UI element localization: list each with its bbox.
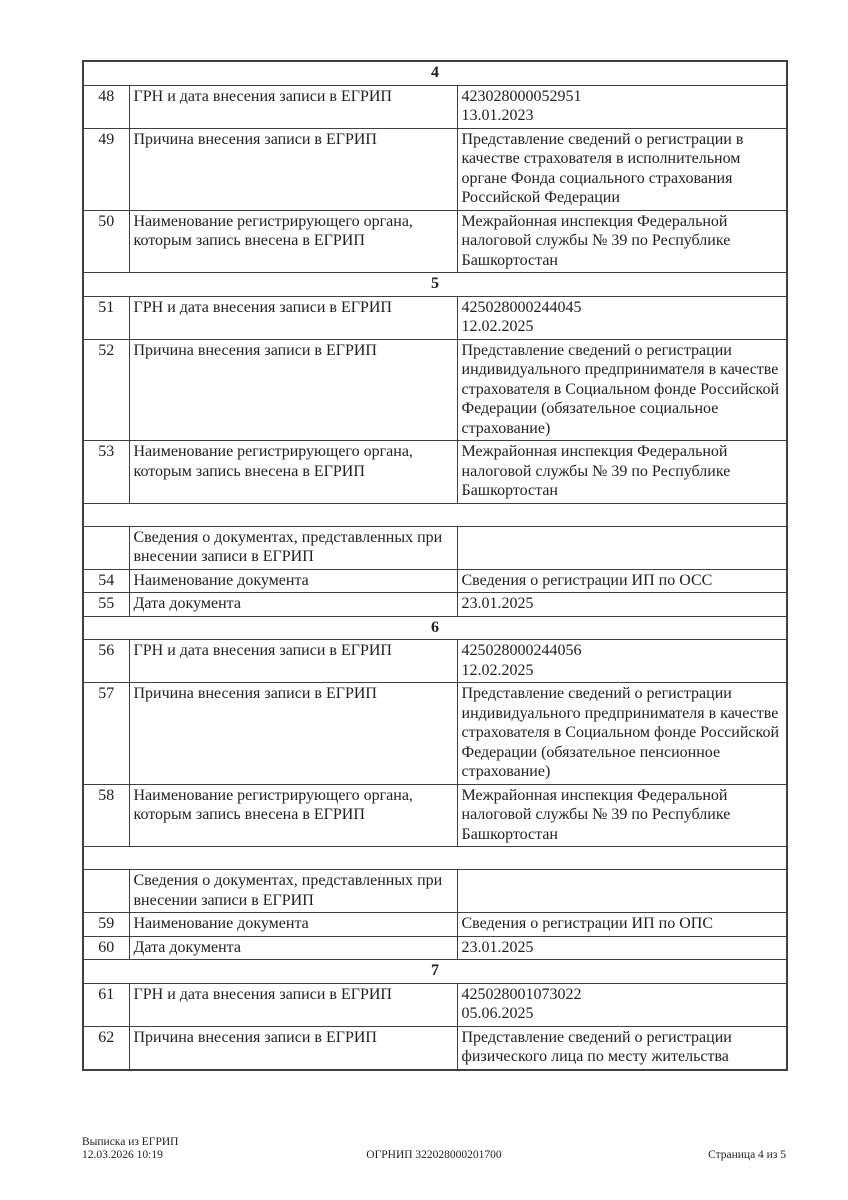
table-row: [83, 640, 787, 683]
egrip-records-table: [82, 60, 788, 1071]
row-label: ГРН и дата внесения записи в ЕГРИП: [129, 85, 457, 128]
row-value: [457, 85, 787, 128]
row-value-line1: 423028000052951: [461, 87, 582, 105]
footer-ogrnip: ОГРНИП 322028000201700: [366, 1149, 502, 1161]
page-footer: [82, 1135, 786, 1162]
row-value-line1: 23.01.2025: [461, 938, 534, 956]
row-label: Наименование регистрирующего органа, которым запись внесена в ЕГРИП: [129, 784, 457, 847]
row-number: 58: [83, 784, 129, 847]
row-value: [457, 128, 787, 210]
row-label: Причина внесения записи в ЕГРИП: [129, 1026, 457, 1070]
documents-subheader-row: [83, 526, 787, 569]
row-number-empty: [83, 870, 129, 913]
row-value-line1: Представление сведений о регистрации физического лица по месту жительства: [461, 1028, 732, 1065]
row-number: 52: [83, 339, 129, 441]
row-label: Наименование документа: [129, 569, 457, 593]
row-value: [457, 936, 787, 960]
table-row: [83, 683, 787, 785]
row-value-line2: 12.02.2025: [461, 318, 534, 335]
row-number: 51: [83, 296, 129, 339]
row-value: [457, 441, 787, 504]
row-value: [457, 210, 787, 273]
table-row: [83, 128, 787, 210]
spacer-cell: [83, 503, 787, 526]
row-value-line2: 12.02.2025: [461, 661, 534, 679]
row-number: 61: [83, 983, 129, 1026]
row-label: ГРН и дата внесения записи в ЕГРИП: [129, 983, 457, 1026]
row-number: 57: [83, 683, 129, 785]
table-row: [83, 296, 787, 339]
row-value-line1: 425028000244045: [461, 298, 582, 316]
footer-page-info: Страница 4 из 5: [708, 1149, 786, 1161]
row-label: Наименование регистрирующего органа, которым запись внесена в ЕГРИП: [129, 441, 457, 504]
row-label: Дата документа: [129, 593, 457, 617]
row-value-empty: [457, 870, 787, 913]
table-row: [83, 913, 787, 937]
section-number: 6: [83, 616, 787, 640]
row-value: [457, 569, 787, 593]
row-number: 62: [83, 1026, 129, 1070]
row-value-empty: [457, 526, 787, 569]
row-label: Дата документа: [129, 936, 457, 960]
table-row: [83, 339, 787, 441]
spacer-row: [83, 503, 787, 526]
table-row: [83, 983, 787, 1026]
table-row: [83, 936, 787, 960]
row-label: Причина внесения записи в ЕГРИП: [129, 339, 457, 441]
documents-subheader-label: Сведения о документах, представленных при внесении записи в ЕГРИП: [129, 870, 457, 913]
table-row: [83, 441, 787, 504]
row-value-line1: Межрайонная инспекция Федеральной налоговой службы № 39 по Республике Башкортостан: [461, 212, 731, 269]
spacer-cell: [83, 847, 787, 870]
section-header-row: [83, 616, 787, 640]
footer-datetime: 12.03.2026 10:19: [82, 1149, 163, 1161]
row-number: 56: [83, 640, 129, 683]
row-number: 48: [83, 85, 129, 128]
row-number: 55: [83, 593, 129, 617]
row-number: 49: [83, 128, 129, 210]
row-value-line1: Представление сведений о регистрации в качестве страхователя в исполнительном органе Фонда социального страхования Российской Федерации: [461, 130, 744, 206]
table-row: [83, 1026, 787, 1070]
table-row: [83, 569, 787, 593]
section-header-row: [83, 273, 787, 297]
row-value-line2: 05.06.2025: [461, 1005, 534, 1022]
documents-subheader-row: [83, 870, 787, 913]
row-value: [457, 913, 787, 937]
row-value: [457, 683, 787, 785]
row-value-line1: 23.01.2025: [461, 595, 534, 612]
row-value: [457, 296, 787, 339]
section-number: 4: [83, 61, 787, 85]
row-value-line1: 425028001073022: [461, 985, 582, 1003]
row-value: [457, 640, 787, 683]
row-number: 59: [83, 913, 129, 937]
row-value: [457, 339, 787, 441]
row-value-line1: Сведения о регистрации ИП по ОСС: [461, 571, 713, 589]
footer-doc-title: Выписка из ЕГРИП: [82, 1136, 179, 1148]
row-label: Наименование документа: [129, 913, 457, 937]
row-value: [457, 593, 787, 617]
section-header-row: [83, 960, 787, 984]
row-value-line2: 13.01.2023: [461, 107, 534, 124]
row-number-empty: [83, 526, 129, 569]
spacer-row: [83, 847, 787, 870]
row-number: 53: [83, 441, 129, 504]
row-label: Причина внесения записи в ЕГРИП: [129, 128, 457, 210]
section-header-row: [83, 61, 787, 85]
row-value-line1: Представление сведений о регистрации индивидуального предпринимателя в качестве страхователя в Социальном фонде Российской Федерации (обязательное пенсионное страхование): [461, 685, 780, 780]
row-value-line1: Межрайонная инспекция Федеральной налоговой службы № 39 по Республике Башкортостан: [461, 786, 731, 843]
table-row: [83, 784, 787, 847]
row-value-line1: 425028000244056: [461, 642, 582, 659]
documents-subheader-label: Сведения о документах, представленных при внесении записи в ЕГРИП: [129, 526, 457, 569]
table-row: [83, 210, 787, 273]
row-value-line1: Межрайонная инспекция Федеральной налоговой службы № 39 по Республике Башкортостан: [461, 443, 731, 499]
table-row: [83, 85, 787, 128]
row-label: ГРН и дата внесения записи в ЕГРИП: [129, 296, 457, 339]
row-value: [457, 1026, 787, 1070]
section-number: 7: [83, 960, 787, 984]
row-value-line1: Представление сведений о регистрации индивидуального предпринимателя в качестве страхователя в Социальном фонде Российской Федерации (обязательное социальное страхование): [461, 341, 780, 437]
row-number: 50: [83, 210, 129, 273]
section-number: 5: [83, 273, 787, 297]
table-row: [83, 593, 787, 617]
row-label: Наименование регистрирующего органа, которым запись внесена в ЕГРИП: [129, 210, 457, 273]
row-number: 60: [83, 936, 129, 960]
row-value-line1: Сведения о регистрации ИП по ОПС: [461, 915, 714, 932]
row-label: ГРН и дата внесения записи в ЕГРИП: [129, 640, 457, 683]
row-value: [457, 983, 787, 1026]
row-label: Причина внесения записи в ЕГРИП: [129, 683, 457, 785]
row-value: [457, 784, 787, 847]
row-number: 54: [83, 569, 129, 593]
